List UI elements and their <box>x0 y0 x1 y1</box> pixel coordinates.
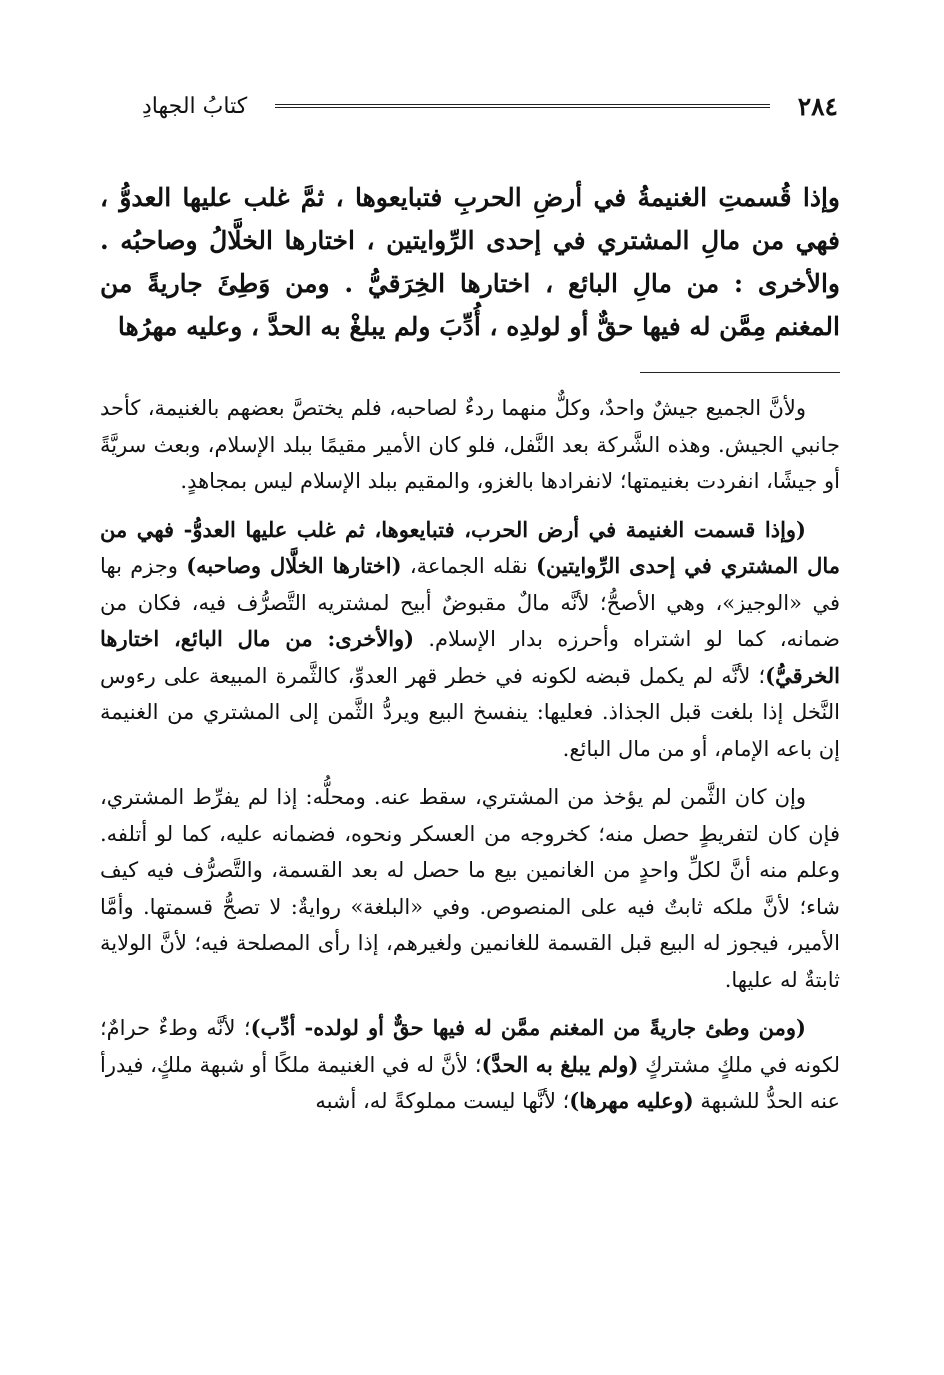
commentary-paragraph-1: ولأنَّ الجميع جيشٌ واحدٌ، وكلٌّ منهما ردءٌ لصاحبه، فلم يختصَّ بعضهم بالغنيمة، كأحد جانبي الجيش. وهذه الشَّركة بعد النَّفل، فلو كان الأمير مقيمًا ببلد الإسلام، وبعث سريَّةً أو جيشًا، انفردت بغنيمتها؛ لانفرادها بالغزو، والمقيم ببلد الإسلام ليس بمجاهدٍ. <box>100 396 840 493</box>
header-rule <box>275 104 770 108</box>
separator-rule <box>640 372 840 373</box>
commentary-text: ؛ لأنَّه لم يكمل قبضه لكونه في خطر قهر العدوِّ، كالثَّمرة المبيعة على رءوس النَّخل إذا بلغت قبل الجذاذ. فعليها: ينفسخ البيع ويردُّ الثَّمن إلى المشتري من الغنيمة إن باعه الإمام، أو من مال البائع. <box>100 663 840 761</box>
quoted-matn: (ومن وطئ جاريةً من المغنم ممَّن له فيها حقٌّ أو لولده- أدِّب) <box>250 1015 806 1040</box>
quoted-matn: (والأخرى: من مال البائع، اختارها الخرقيُّ) <box>100 626 840 688</box>
commentary-paragraph-4 <box>100 1010 840 1120</box>
running-header <box>142 88 838 124</box>
quoted-matn: (اختارها الخلَّال وصاحبه) <box>186 553 402 578</box>
commentary-paragraph-2 <box>100 512 840 768</box>
quoted-matn: (ولم يبلغ به الحدَّ) <box>481 1051 639 1077</box>
commentary-text: وجزم بها في «الوجيز»، وهي الأصحُّ؛ لأنَّه مالٌ مقبوضٌ أبيح لمشتريه التَّصرُّف فيه، فكان من ضمانه، كما لو اشتراه وأحرزه بدار الإسلام. <box>100 554 840 651</box>
commentary <box>100 390 840 1132</box>
commentary-paragraph-3: وإن كان الثَّمن لم يؤخذ من المشتري، سقط عنه. ومحلُّه: إذا لم يفرِّط المشتري، فإن كان لتفريطٍ حصل منه؛ كخروجه من العسكر ونحوه، فضمانه عليه، كما لو أتلفه. وعلم منه أنَّ لكلِّ واحدٍ من الغانمين بيع ما حصل له بعد القسمة، والتَّصرُّف فيه كيف شاء؛ لأنَّ ملكه ثابتٌ فيه على المنصوص. وفي «البلغة» روايةٌ: لا تصحُّ قسمتها. وأمَّا الأمير، فيجوز له البيع قبل القسمة للغانمين ولغيرهم، إذا رأى المصلحة فيه؛ لأنَّ الولاية ثابتةٌ له عليها. <box>100 785 841 992</box>
commentary-text: نقله الجماعة، <box>401 554 536 578</box>
commentary-text: ؛ لأنَّه وطءٌ حرامٌ؛ لكونه في ملكٍ مشتركٍ <box>100 1016 840 1077</box>
matn-text: وإذا قُسمتِ الغنيمةُ في أرضِ الحربِ فتبايعوها ، ثمَّ غلب عليها العدوُّ ، فهي من مالِ المشتري في إحدى الرِّوايتين ، اختارها الخلَّالُ وصاحبُه . والأخرى : من مالِ البائع ، اختارها الخِرَقيُّ . ومن وَطِئَ جاريةً من المغنم مِمَّن له فيها حقٌّ أو لولدِه ، أُدِّبَ ولم يبلغْ به الحدَّ ، وعليه مهرُها <box>100 183 840 341</box>
quoted-matn: (وعليه مهرها) <box>569 1088 694 1113</box>
commentary-text: ؛ لأنَّ له في الغنيمة ملكًا أو شبهة ملكٍ، فيدرأ عنه الحدُّ للشبهة <box>100 1052 840 1113</box>
book-title: كتابُ الجهادِ <box>142 93 248 119</box>
page-number: ٢٨٤ <box>797 91 838 121</box>
commentary-text: ؛ لأنَّها ليست مملوكةً له، أشبه <box>315 1089 570 1113</box>
quoted-matn: (وإذا قسمت الغنيمة في أرض الحرب، فتبايعوها، ثم غلب عليها العدوُّ- فهي من مال المشتري في إحدى الرِّوايتين) <box>100 516 840 578</box>
